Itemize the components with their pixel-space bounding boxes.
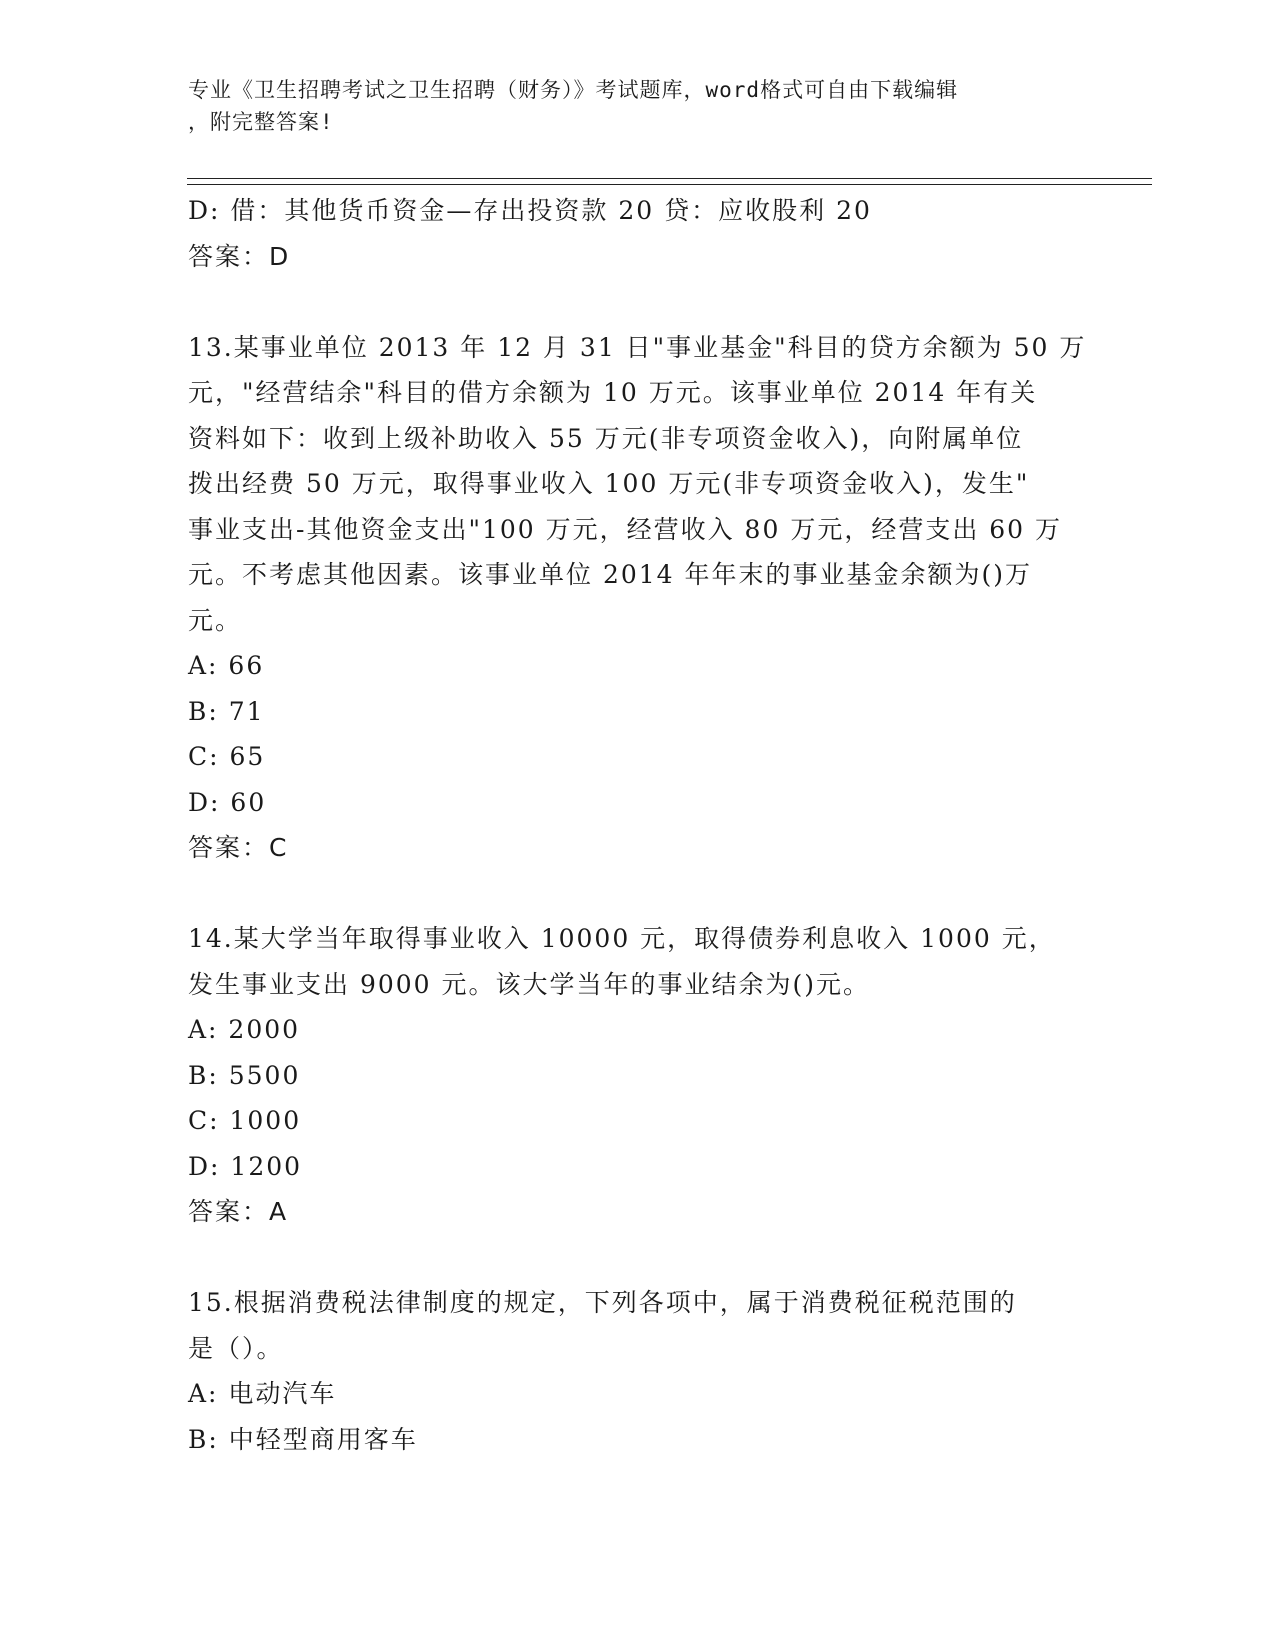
header-line-2: ，附完整答案! [188,110,334,134]
question-13-option-b: B: 71 [188,696,265,726]
header-line-1: 专业《卫生招聘考试之卫生招聘（财务）》考试题库，word格式可自由下载编辑 [188,78,959,102]
answer-line: 答案：D [188,241,291,271]
question-14-option-a: A: 2000 [188,1015,301,1044]
question-14-option-d: D: 1200 [188,1151,303,1181]
question-13-text-line: 元，"经营结余"科目的借方余额为 10 万元。该事业单位 2014 年有关 [188,378,1038,407]
question-14-text-line: 14.某大学当年取得事业收入 10000 元，取得债券利息收入 1000 元， [188,924,1056,953]
question-14-option-c: C: 1000 [188,1106,302,1135]
question-13-option-a: A: 66 [188,651,265,680]
question-13-answer: 答案：C [188,833,289,862]
question-13-text-line: 事业支出-其他资金支出"100 万元，经营收入 80 万元，经营支出 60 万 [188,514,1063,544]
question-13-text-line: 元。不考虑其他因素。该事业单位 2014 年年末的事业基金余额为()万 [188,560,1033,589]
question-13-text-line: 元。 [188,605,243,635]
question-13-option-c: C: 65 [188,742,266,771]
spacer [188,1235,1088,1281]
question-content [188,188,1088,1462]
question-13-text-line: 拨出经费 50 万元，取得事业收入 100 万元(非专项资金收入)，发生" [188,469,1030,498]
question-14-text-line: 发生事业支出 9000 元。该大学当年的事业结余为()元。 [188,969,871,999]
header-rule-top [187,178,1152,179]
question-13-text-line: 资料如下：收到上级补助收入 55 万元(非专项资金收入)，向附属单位 [188,423,1024,453]
question-14-answer: 答案：A [188,1197,289,1226]
spacer [188,279,1088,325]
question-13-text-line: 13.某事业单位 2013 年 12 月 31 日"事业基金"科目的贷方余额为 50 万 [188,332,1087,362]
question-15-option-b: B: 中轻型商用客车 [188,1424,418,1454]
spacer [188,871,1088,917]
question-14-option-b: B: 5500 [188,1060,301,1090]
header-rule-bottom [187,184,1152,185]
option-line: D: 借：其他货币资金—存出投资款 20 贷：应收股利 20 [188,196,872,225]
page-header [188,74,1068,138]
question-15-option-a: A: 电动汽车 [188,1379,337,1408]
question-15-text-line: 15.根据消费税法律制度的规定，下列各项中，属于消费税征税范围的 [188,1288,1017,1317]
question-13-option-d: D: 60 [188,787,267,817]
question-15-text-line: 是（）。 [188,1333,284,1363]
